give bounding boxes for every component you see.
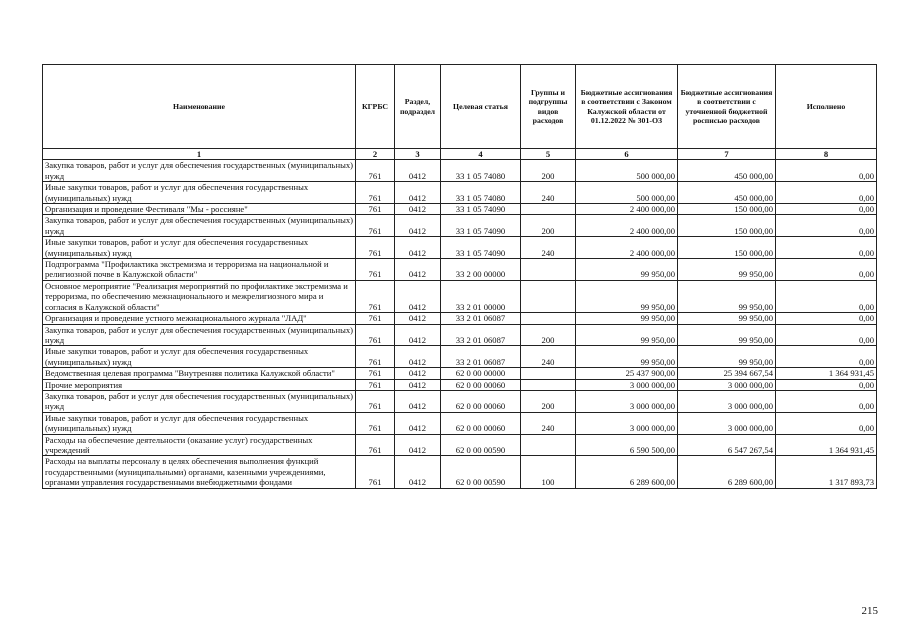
cell-name: Закупка товаров, работ и услуг для обеспечения государственных (муниципальных) нужд [43,324,356,346]
cell-law: 3 000 000,00 [576,390,678,412]
cell-section: 0412 [395,346,441,368]
table-row [43,204,877,215]
cell-section: 0412 [395,368,441,379]
table-row [43,182,877,204]
cell-group: 240 [521,182,576,204]
cell-target: 62 0 00 00000 [441,368,521,379]
cell-section: 0412 [395,456,441,488]
cell-name: Расходы на выплаты персоналу в целях обеспечения выполнения функций государственными (муниципальными) органами, казенными учреждениями, органами управления государственными внебюджетными фондами [43,456,356,488]
cell-group: 200 [521,215,576,237]
cell-law: 2 400 000,00 [576,237,678,259]
cell-kgrbs: 761 [356,204,395,215]
cell-refined: 99 950,00 [678,280,776,312]
cell-section: 0412 [395,204,441,215]
cell-group [521,434,576,456]
cell-law: 99 950,00 [576,259,678,281]
cell-section: 0412 [395,237,441,259]
cell-executed: 0,00 [776,280,877,312]
cell-kgrbs: 761 [356,379,395,390]
cell-refined: 25 394 667,54 [678,368,776,379]
column-number-row [43,149,877,160]
cell-name: Иные закупки товаров, работ и услуг для обеспечения государственных (муниципальных) нужд [43,237,356,259]
cell-refined: 450 000,00 [678,182,776,204]
cell-law: 6 590 500,00 [576,434,678,456]
table-row [43,379,877,390]
cell-kgrbs: 761 [356,160,395,182]
column-number: 3 [395,149,441,160]
cell-target: 33 2 01 00000 [441,280,521,312]
cell-law: 500 000,00 [576,160,678,182]
header-law: Бюджетные ассигнования в соответствии с Законом Калужской области от 01.12.2022 № 301-ОЗ [576,65,678,149]
cell-section: 0412 [395,324,441,346]
table-row [43,313,877,324]
cell-name: Подпрограмма "Профилактика экстремизма и терроризма на национальной и религиозной почве в Калужской области" [43,259,356,281]
cell-executed: 0,00 [776,204,877,215]
cell-target: 33 2 01 06087 [441,346,521,368]
cell-refined: 150 000,00 [678,204,776,215]
column-number: 1 [43,149,356,160]
cell-law: 25 437 900,00 [576,368,678,379]
cell-target: 62 0 00 00590 [441,456,521,488]
header-name: Наименование [43,65,356,149]
header-executed: Исполнено [776,65,877,149]
cell-law: 2 400 000,00 [576,215,678,237]
cell-name: Организация и проведение устного межнационального журнала "ЛАД" [43,313,356,324]
header-row [43,65,877,149]
cell-section: 0412 [395,390,441,412]
cell-target: 33 2 00 00000 [441,259,521,281]
cell-kgrbs: 761 [356,237,395,259]
cell-target: 62 0 00 00590 [441,434,521,456]
cell-group: 200 [521,390,576,412]
cell-section: 0412 [395,434,441,456]
cell-group [521,259,576,281]
cell-refined: 3 000 000,00 [678,412,776,434]
cell-law: 99 950,00 [576,346,678,368]
cell-refined: 3 000 000,00 [678,379,776,390]
cell-law: 99 950,00 [576,313,678,324]
cell-executed: 0,00 [776,379,877,390]
cell-executed: 0,00 [776,324,877,346]
cell-kgrbs: 761 [356,215,395,237]
cell-kgrbs: 761 [356,346,395,368]
cell-refined: 6 289 600,00 [678,456,776,488]
cell-law: 99 950,00 [576,280,678,312]
cell-executed: 1 364 931,45 [776,434,877,456]
cell-target: 33 1 05 74080 [441,182,521,204]
cell-executed: 0,00 [776,412,877,434]
cell-section: 0412 [395,215,441,237]
column-number: 7 [678,149,776,160]
cell-law: 6 289 600,00 [576,456,678,488]
cell-refined: 99 950,00 [678,346,776,368]
cell-name: Основное мероприятие "Реализация мероприятий по профилактике экстремизма и терроризма, по обеспечению межнационального и межрелигиозного мира и согласия в Калужской области" [43,280,356,312]
cell-kgrbs: 761 [356,259,395,281]
cell-refined: 150 000,00 [678,237,776,259]
cell-name: Прочие мероприятия [43,379,356,390]
cell-kgrbs: 761 [356,434,395,456]
cell-executed: 1 364 931,45 [776,368,877,379]
cell-executed: 0,00 [776,259,877,281]
cell-section: 0412 [395,379,441,390]
cell-name: Ведомственная целевая программа "Внутренняя политика Калужской области" [43,368,356,379]
table-row [43,160,877,182]
cell-group [521,313,576,324]
cell-executed: 0,00 [776,215,877,237]
cell-refined: 6 547 267,54 [678,434,776,456]
budget-table [42,64,877,489]
cell-law: 3 000 000,00 [576,412,678,434]
cell-group [521,368,576,379]
cell-group: 100 [521,456,576,488]
cell-executed: 1 317 893,73 [776,456,877,488]
cell-kgrbs: 761 [356,456,395,488]
table-row [43,456,877,488]
cell-kgrbs: 761 [356,280,395,312]
cell-refined: 450 000,00 [678,160,776,182]
table-row [43,368,877,379]
cell-kgrbs: 761 [356,390,395,412]
table-row [43,390,877,412]
header-section: Раздел, подраздел [395,65,441,149]
cell-target: 33 1 05 74090 [441,215,521,237]
header-refined: Бюджетные ассигнования в соответствии с уточненной бюджетной росписью расходов [678,65,776,149]
cell-section: 0412 [395,259,441,281]
cell-refined: 99 950,00 [678,324,776,346]
column-number: 5 [521,149,576,160]
cell-target: 33 1 05 74080 [441,160,521,182]
cell-law: 500 000,00 [576,182,678,204]
cell-executed: 0,00 [776,313,877,324]
cell-refined: 99 950,00 [678,313,776,324]
cell-executed: 0,00 [776,182,877,204]
cell-law: 3 000 000,00 [576,379,678,390]
column-number: 4 [441,149,521,160]
cell-name: Закупка товаров, работ и услуг для обеспечения государственных (муниципальных) нужд [43,390,356,412]
cell-section: 0412 [395,412,441,434]
cell-target: 33 2 01 06087 [441,313,521,324]
cell-kgrbs: 761 [356,368,395,379]
cell-group: 200 [521,160,576,182]
cell-group: 240 [521,412,576,434]
column-number: 2 [356,149,395,160]
cell-kgrbs: 761 [356,313,395,324]
cell-name: Организация и проведение Фестиваля "Мы - россияне" [43,204,356,215]
header-target: Целевая статья [441,65,521,149]
table-row [43,280,877,312]
cell-section: 0412 [395,280,441,312]
cell-executed: 0,00 [776,390,877,412]
cell-refined: 99 950,00 [678,259,776,281]
cell-kgrbs: 761 [356,182,395,204]
column-number: 8 [776,149,877,160]
cell-target: 62 0 00 00060 [441,390,521,412]
cell-target: 33 1 05 74090 [441,204,521,215]
column-number: 6 [576,149,678,160]
cell-section: 0412 [395,160,441,182]
cell-name: Иные закупки товаров, работ и услуг для обеспечения государственных (муниципальных) нужд [43,412,356,434]
cell-kgrbs: 761 [356,324,395,346]
table-row [43,237,877,259]
cell-refined: 150 000,00 [678,215,776,237]
cell-law: 2 400 000,00 [576,204,678,215]
cell-target: 62 0 00 00060 [441,412,521,434]
cell-group: 240 [521,346,576,368]
cell-executed: 0,00 [776,160,877,182]
cell-group: 200 [521,324,576,346]
cell-target: 33 1 05 74090 [441,237,521,259]
table-row [43,259,877,281]
page-number: 215 [861,605,878,617]
cell-name: Закупка товаров, работ и услуг для обеспечения государственных (муниципальных) нужд [43,215,356,237]
cell-law: 99 950,00 [576,324,678,346]
cell-kgrbs: 761 [356,412,395,434]
cell-group [521,280,576,312]
cell-group: 240 [521,237,576,259]
cell-name: Закупка товаров, работ и услуг для обеспечения государственных (муниципальных) нужд [43,160,356,182]
table-row [43,215,877,237]
cell-group [521,379,576,390]
cell-target: 33 2 01 06087 [441,324,521,346]
cell-executed: 0,00 [776,237,877,259]
cell-target: 62 0 00 00060 [441,379,521,390]
header-groups: Группы и подгруппы видов расходов [521,65,576,149]
cell-section: 0412 [395,182,441,204]
cell-refined: 3 000 000,00 [678,390,776,412]
cell-section: 0412 [395,313,441,324]
cell-name: Расходы на обеспечение деятельности (оказание услуг) государственных учреждений [43,434,356,456]
cell-name: Иные закупки товаров, работ и услуг для обеспечения государственных (муниципальных) нужд [43,346,356,368]
cell-executed: 0,00 [776,346,877,368]
table-row [43,434,877,456]
table-row [43,346,877,368]
table-row [43,412,877,434]
cell-group [521,204,576,215]
cell-name: Иные закупки товаров, работ и услуг для обеспечения государственных (муниципальных) нужд [43,182,356,204]
header-kgrbs: КГРБС [356,65,395,149]
table-row [43,324,877,346]
